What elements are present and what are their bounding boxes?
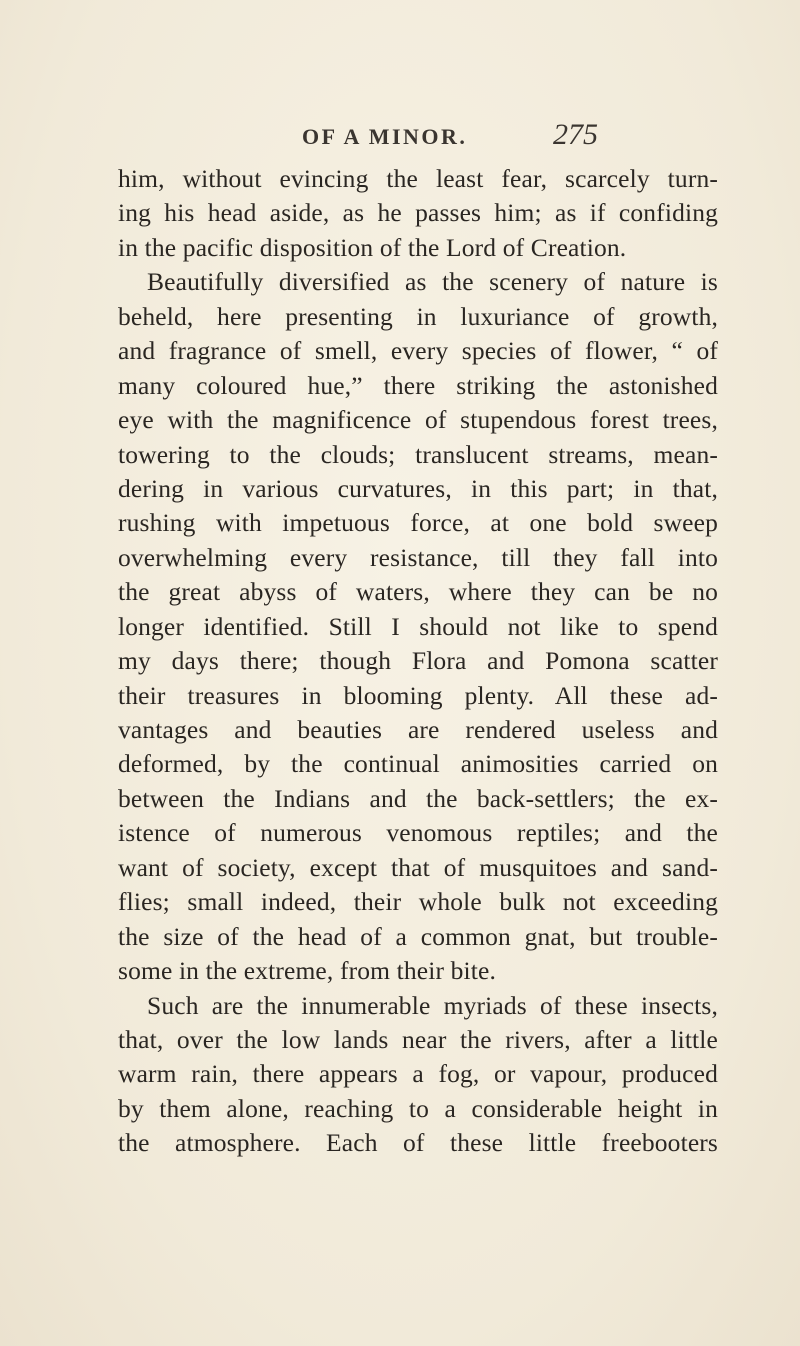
text-line: flies; small indeed, their whole bulk not exceeding xyxy=(118,887,718,917)
text-line: vantages and beauties are rendered useless and xyxy=(118,715,718,744)
text-line: him, without evincing the least fear, scarcely turn- xyxy=(118,164,718,193)
text-line: some in the extreme, from their bite. xyxy=(118,956,497,986)
text-line: towering to the clouds; translucent streams, mean- xyxy=(118,439,718,469)
text-line: rushing with impetuous force, at one bold sweep xyxy=(118,508,718,538)
text-line: and fragrance of smell, every species of flower, “ of xyxy=(118,336,718,366)
text-line: longer identified. Still I should not like to spend xyxy=(118,611,718,641)
text-line: the atmosphere. Each of these little freebooters xyxy=(118,1128,718,1158)
text-line: deformed, by the continual animosities carried on xyxy=(118,749,718,779)
text-line: many coloured hue,” there striking the astonished xyxy=(118,370,718,400)
text-line: warm rain, there appears a fog, or vapour, produced xyxy=(118,1059,718,1089)
text-line: in the pacific disposition of the Lord of Creation. xyxy=(118,232,627,262)
text-line: dering in various curvatures, in this part; in that, xyxy=(118,473,718,503)
running-header xyxy=(0,118,800,158)
text-line: between the Indians and the back-settlers; the ex- xyxy=(118,783,718,813)
text-line: by them alone, reaching to a considerable height in xyxy=(118,1093,718,1123)
text-line: my days there; though Flora and Pomona scatter xyxy=(118,646,718,676)
page-number: 275 xyxy=(553,118,598,151)
paragraph-start-line: Such are the innumerable myriads of these insects, xyxy=(147,990,718,1020)
text-line: that, over the low lands near the rivers, after a little xyxy=(118,1024,718,1054)
running-title: OF A MINOR. xyxy=(302,124,468,149)
text-line: beheld, here presenting in luxuriance of growth, xyxy=(118,301,718,331)
text-line: overwhelming every resistance, till they fall into xyxy=(118,542,718,572)
text-line: the size of the head of a common gnat, but trouble- xyxy=(118,921,718,951)
body-text xyxy=(118,162,718,1161)
text-line: want of society, except that of musquitoes and sand- xyxy=(118,852,718,882)
paragraph-start-line: Beautifully diversified as the scenery of nature is xyxy=(147,267,718,297)
text-line: istence of numerous venomous reptiles; and the xyxy=(118,818,718,848)
text-line: the great abyss of waters, where they can be no xyxy=(118,577,718,607)
text-line: their treasures in blooming plenty. All these ad- xyxy=(118,680,718,710)
text-line: ing his head aside, as he passes him; as if confiding xyxy=(118,198,718,228)
text-line: eye with the magnificence of stupendous forest trees, xyxy=(118,405,718,435)
